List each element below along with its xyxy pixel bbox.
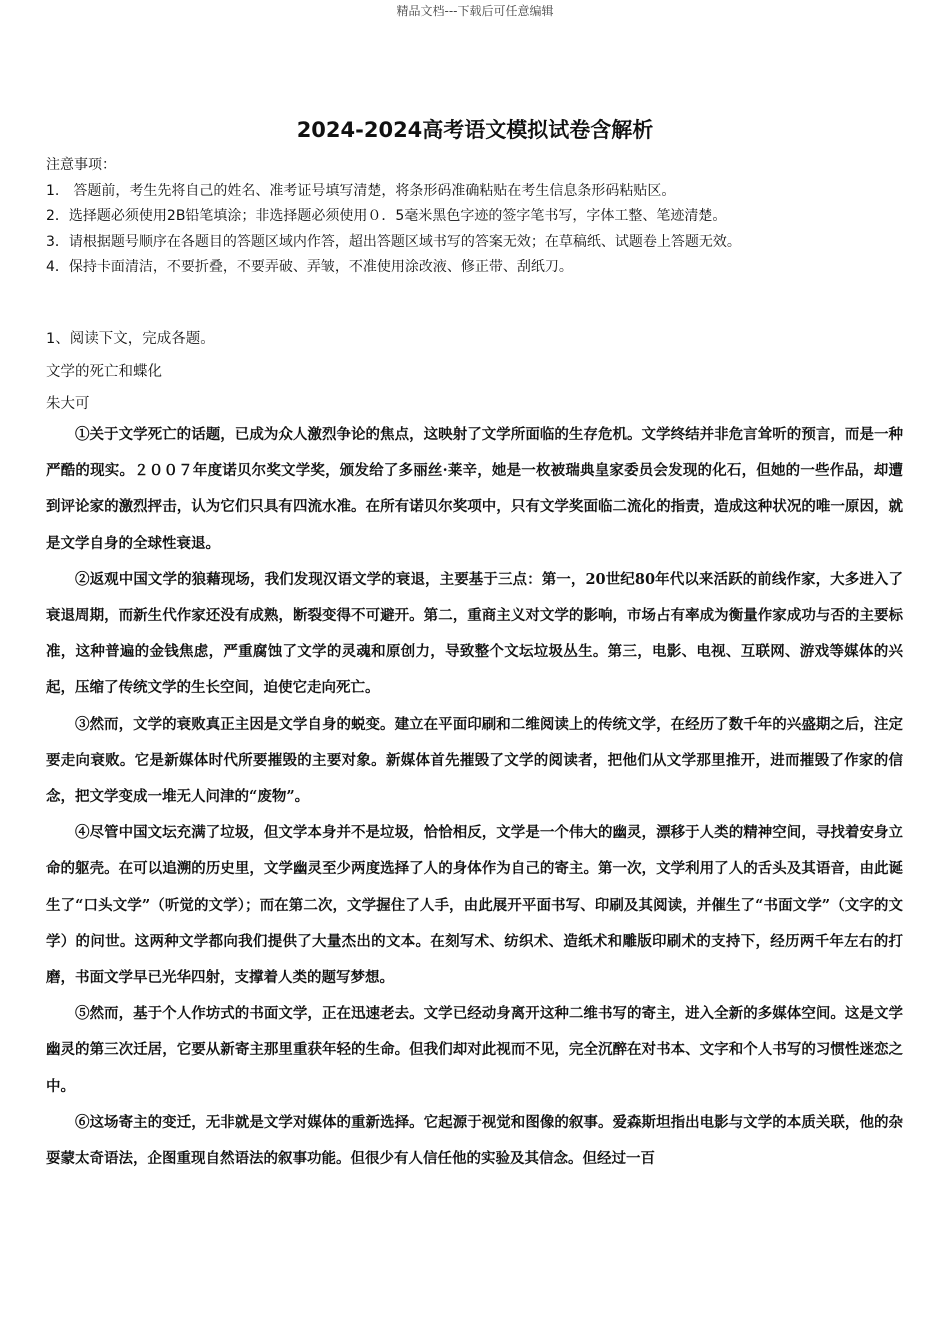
article-author: 朱大可 (46, 396, 90, 412)
notice-item: 1. 答题前，考生先将自己的姓名、准考证号填写清楚，将条形码准确粘贴在考生信息条形码粘贴区。 (46, 182, 676, 199)
document-title: 2024-2024高考语文模拟试卷含解析 (296, 118, 654, 142)
page-header-note: 精品文档---下载后可任意编辑 (396, 4, 554, 18)
article-paragraph-3: ③然而，文学的衰败真正主因是文学自身的蜕变。建立在平面印刷和二维阅读上的传统文学，在经历了数千年的兴盛期之后，注定要走向衰败。它是新媒体时代所要摧毁的主要对象。新媒体首先摧毁了文学的阅读者，把他们从文学那里推开，进而摧毁了作家的信念，把文学变成一堆无人问津的“废物”。 (46, 715, 903, 806)
article-paragraph-6: ⑥这场寄主的变迁，无非就是文学对媒体的重新选择。它起源于视觉和图像的叙事。爱森斯坦指出电影与文学的本质关联，他的杂耍蒙太奇语法，企图重现自然语法的叙事功能。但很少有人信任他的实验及其信念。但经过一百 (46, 1113, 903, 1168)
notice-heading: 注意事项： (46, 157, 116, 173)
article-paragraph-1: ①关于文学死亡的话题，已成为众人激烈争论的焦点，这映射了文学所面临的生存危机。文学终结并非危言耸听的预言，而是一种严酷的现实。２００７年度诺贝尔奖文学奖，颁发给了多丽丝·莱辛，她是一枚被瑞典皇家委员会发现的化石，但她的一些作品，却遭到评论家的激烈抨击，认为它们只具有四流水准。在所有诺贝尔奖项中，只有文学奖面临二流化的指责，造成这种状况的唯一原因，就是文学自身的全球性衰退。 (46, 426, 903, 552)
notice-item: 4．保持卡面清洁，不要折叠，不要弄破、弄皱，不准使用涂改液、修正带、刮纸刀。 (46, 259, 573, 275)
question-prompt: 1、阅读下文，完成各题。 (46, 331, 215, 347)
article-paragraph-4: ④尽管中国文坛充满了垃圾，但文学本身并不是垃圾，恰恰相反，文学是一个伟大的幽灵，漂移于人类的精神空间，寻找着安身立命的躯壳。在可以追溯的历史里，文学幽灵至少两度选择了人的身体作为自己的寄主。第一次，文学利用了人的舌头及其语音，由此诞生了“口头文学”（听觉的文学）；而在第二次，文学握住了人手，由此展开平面书写、印刷及其阅读，并催生了“书面文学”（文字的文学）的问世。这两种文学都向我们提供了大量杰出的文本。在刻写术、纺织术、造纸术和雕版印刷术的支持下，经历两千年左右的打磨，书面文学早已光华四射，支撑着人类的题写梦想。 (46, 824, 903, 987)
notice-section (46, 153, 916, 281)
article-body (46, 417, 903, 1177)
notice-item: 3．请根据题号顺序在各题目的答题区域内作答，超出答题区域书写的答案无效；在草稿纸、试题卷上答题无效。 (46, 233, 741, 250)
notice-item: 2．选择题必须使用2B铅笔填涂；非选择题必须使用０．5毫米黑色字迹的签字笔书写，字体工整、笔迹清楚。 (46, 208, 727, 224)
article-paragraph-2: ②返观中国文学的狼藉现场，我们发现汉语文学的衰退，主要基于三点：第一，20世纪80年代以来活跃的前线作家，大多进入了衰退周期，而新生代作家还没有成熟，断裂变得不可避开。第二，重商主义对文学的影响，市场占有率成为衡量作家成功与否的主要标准，这种普遍的金钱焦虑，严重腐蚀了文学的灵魂和原创力，导致整个文坛垃圾丛生。第三，电影、电视、互联网、游戏等媒体的兴起，压缩了传统文学的生长空间，迫使它走向死亡。 (46, 570, 903, 697)
article-paragraph-5: ⑤然而，基于个人作坊式的书面文学，正在迅速老去。文学已经动身离开这种二维书写的寄主，进入全新的多媒体空间。这是文学幽灵的第三次迁居，它要从新寄主那里重获年轻的生命。但我们却对此视而不见，完全沉醉在对书本、文字和个人书写的习惯性迷恋之中。 (46, 1005, 903, 1095)
article-title: 文学的死亡和蝶化 (46, 364, 162, 380)
